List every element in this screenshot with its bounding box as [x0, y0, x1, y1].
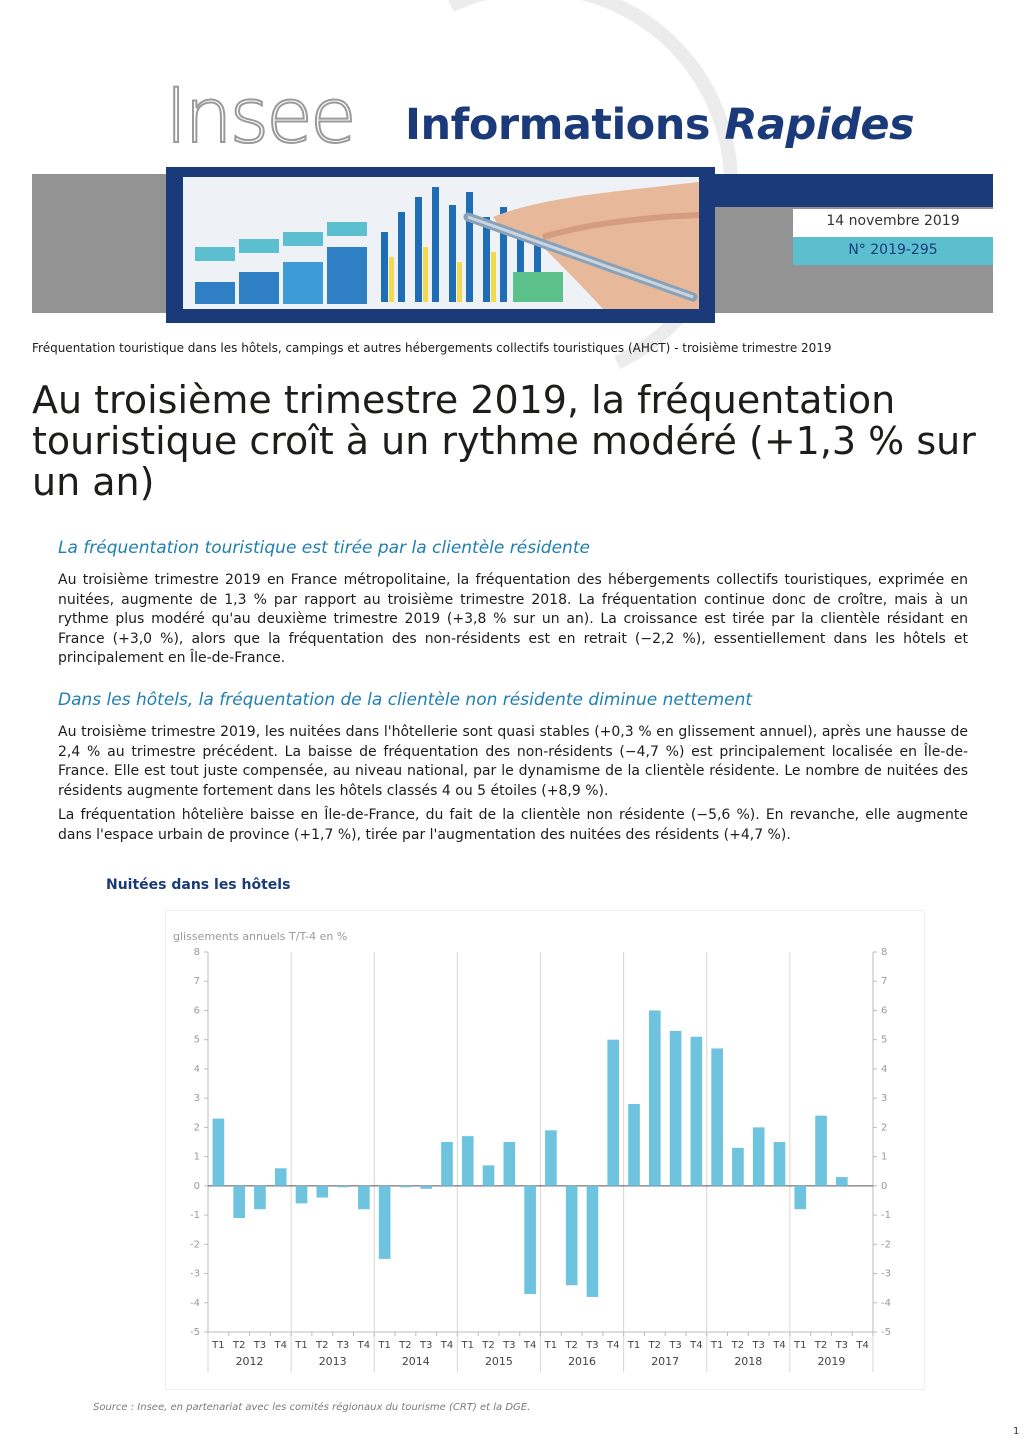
quarter-label: T3	[253, 1340, 267, 1351]
bar	[441, 1142, 453, 1186]
quarter-label: T2	[731, 1340, 745, 1351]
quarter-label: T2	[565, 1340, 578, 1351]
y-tick-label-right: 5	[881, 1034, 888, 1046]
y-tick-label-right: -3	[881, 1268, 891, 1280]
quarter-label: T4	[357, 1340, 371, 1351]
y-tick-label-left: 6	[193, 1005, 200, 1017]
quarter-label: T1	[627, 1340, 641, 1351]
header-illustration	[183, 177, 699, 309]
quarter-label: T2	[482, 1340, 495, 1351]
bar	[545, 1130, 557, 1186]
bar	[628, 1104, 640, 1186]
publication-number: N° 2019-295	[848, 242, 938, 258]
publication-title	[405, 100, 915, 150]
section-1-paragraph-1: Au troisième trimestre 2019 en France métropolitaine, la fréquentation des hébergements collectifs touristiques, exprimée en nuitées, augmente de 1,3 % par rapport au troisième trimestre 2018. La fréquentation continue donc de croître, mais à un rythme plus modéré qu'au deuxième trimestre 2019 (+3,8 % sur un an). La croissance est tirée par la clientèle résidant en France (+3,0 %), alors que la fréquentation des non-résidents est en retrait (−2,2 %), essentiellement dans les hôtels et principalement en Île-de-France.	[58, 572, 968, 666]
y-tick-label-right: 1	[881, 1151, 888, 1163]
hotel-nights-bar-chart	[165, 910, 925, 1390]
quarter-label: T4	[440, 1340, 454, 1351]
bar	[711, 1048, 723, 1185]
quarter-label: T3	[586, 1340, 599, 1351]
bar	[524, 1186, 536, 1294]
bar	[420, 1186, 432, 1189]
bar	[607, 1040, 619, 1186]
y-tick-label-right: 2	[881, 1122, 888, 1134]
bar	[649, 1010, 661, 1185]
chart-frame	[166, 911, 925, 1390]
chart-and-pen-illustration	[183, 177, 699, 309]
bar	[504, 1142, 516, 1186]
quarter-label: T1	[378, 1340, 391, 1351]
y-tick-label-right: 8	[881, 947, 888, 958]
bar	[254, 1186, 266, 1209]
y-tick-label-right: -4	[881, 1297, 891, 1309]
bar	[815, 1116, 827, 1186]
source-note: Source : Insee, en partenariat avec les comités régionaux du tourisme (CRT) et la DGE.	[93, 1402, 531, 1413]
bar	[753, 1127, 765, 1185]
bar	[794, 1186, 806, 1209]
y-tick-label-left: -2	[190, 1239, 200, 1251]
y-tick-label-left: 0	[193, 1180, 200, 1192]
y-tick-label-left: 8	[193, 947, 200, 958]
year-label: 2014	[401, 1355, 430, 1368]
quarter-label: T4	[606, 1340, 620, 1351]
bar	[483, 1165, 495, 1185]
y-tick-label-left: 1	[193, 1151, 200, 1163]
bar	[400, 1186, 412, 1187]
year-label: 2012	[235, 1355, 264, 1368]
quarter-label: T2	[232, 1340, 246, 1351]
quarter-label: T3	[669, 1340, 682, 1351]
publication-date: 14 novembre 2019	[826, 213, 960, 229]
quarter-label: T3	[835, 1340, 849, 1351]
quarter-label: T2	[648, 1340, 662, 1351]
quarter-label: T2	[814, 1340, 828, 1351]
chart-title: Nuitées dans les hôtels	[106, 877, 291, 893]
quarter-label: T1	[295, 1340, 308, 1351]
quarter-label: T1	[544, 1340, 558, 1351]
bar	[774, 1142, 786, 1186]
quarter-label: T3	[752, 1340, 765, 1351]
quarter-label: T4	[274, 1340, 287, 1351]
y-tick-label-right: 3	[881, 1093, 888, 1105]
y-tick-label-right: 4	[881, 1063, 888, 1075]
quarter-label: T2	[399, 1340, 412, 1351]
year-label: 2018	[734, 1355, 763, 1368]
quarter-label: T1	[794, 1340, 807, 1351]
bar	[691, 1037, 703, 1186]
year-label: 2019	[817, 1355, 846, 1368]
year-label: 2013	[318, 1355, 347, 1368]
y-tick-label-left: -1	[190, 1210, 200, 1222]
y-tick-label-left: 3	[193, 1093, 200, 1105]
bar	[296, 1186, 308, 1204]
y-tick-label-right: -2	[881, 1239, 891, 1251]
quarter-label: T2	[316, 1340, 329, 1351]
page-number: 1	[1013, 1426, 1020, 1437]
quarter-label: T1	[710, 1340, 724, 1351]
publication-title-main: Informations	[405, 100, 710, 150]
quarter-label: T1	[461, 1340, 475, 1351]
bar	[732, 1148, 744, 1186]
section-heading-1: La fréquentation touristique est tirée par la clientèle résidente	[58, 538, 590, 558]
y-tick-label-left: -4	[190, 1297, 200, 1309]
bar	[337, 1186, 349, 1187]
section-2-paragraph-1: Au troisième trimestre 2019, les nuitées dans l'hôtellerie sont quasi stables (+0,3 % en glissement annuel), après une hausse de 2,4 % au trimestre précédent. La baisse de fréquentation des non-résidents (−4,7 %) est principalement localisée en Île-de-France. Elle est tout juste compensée, au niveau national, par le dynamisme de la clientèle résidente. Le nombre de nuitées des résidents augmente fortement dans les hôtels classés 4 ou 5 étoiles (+8,9 %).	[58, 724, 968, 799]
y-axis-label: glissements annuels T/T-4 en %	[173, 930, 348, 943]
bar	[213, 1119, 225, 1186]
quarter-label: T3	[503, 1340, 516, 1351]
y-tick-label-left: 2	[193, 1122, 200, 1134]
y-tick-label-left: -5	[190, 1327, 200, 1338]
y-tick-label-left: 7	[193, 976, 200, 988]
bar	[233, 1186, 245, 1218]
insee-logo: Insee	[165, 71, 354, 160]
y-tick-label-right: -5	[881, 1327, 891, 1338]
bar	[462, 1136, 474, 1186]
bar	[275, 1168, 287, 1186]
bar	[316, 1186, 328, 1198]
year-label: 2017	[651, 1355, 680, 1368]
publication-title-italic: Rapides	[724, 100, 915, 150]
y-tick-label-right: 6	[881, 1005, 888, 1017]
quarter-label: T1	[212, 1340, 225, 1351]
bar	[836, 1177, 848, 1186]
quarter-label: T3	[336, 1340, 350, 1351]
quarter-label: T4	[523, 1340, 537, 1351]
bar	[358, 1186, 370, 1209]
y-tick-label-right: -1	[881, 1210, 891, 1222]
bar	[587, 1186, 599, 1297]
y-tick-label-right: 7	[881, 976, 888, 988]
year-label: 2015	[484, 1355, 513, 1368]
bar	[379, 1186, 391, 1259]
y-tick-label-right: 0	[881, 1180, 888, 1192]
y-tick-label-left: 5	[193, 1034, 200, 1046]
y-tick-label-left: -3	[190, 1268, 200, 1280]
quarter-label: T3	[419, 1340, 433, 1351]
bar	[670, 1031, 682, 1186]
quarter-label: T4	[690, 1340, 703, 1351]
section-heading-2: Dans les hôtels, la fréquentation de la clientèle non résidente diminue nettement	[58, 690, 753, 710]
quarter-label: T4	[856, 1340, 869, 1351]
document-subtitle: Fréquentation touristique dans les hôtels, campings et autres hébergements collectifs touristiques (AHCT) - troisième trimestre 2019	[32, 341, 832, 355]
headline: Au troisième trimestre 2019, la fréquentation touristique croît à un rythme modéré (+1,3 % sur un an)	[32, 378, 976, 504]
y-tick-label-left: 4	[193, 1063, 200, 1075]
quarter-label: T4	[773, 1340, 786, 1351]
year-label: 2016	[568, 1355, 597, 1368]
section-2-paragraph-2: La fréquentation hôtelière baisse en Île-de-France, du fait de la clientèle non résidente (−5,6 %). En revanche, elle augmente dans l'espace urbain de province (+1,7 %), tirée par l'augmentation des nuitées des résidents (+4,7 %).	[58, 807, 968, 843]
bar	[566, 1186, 578, 1285]
